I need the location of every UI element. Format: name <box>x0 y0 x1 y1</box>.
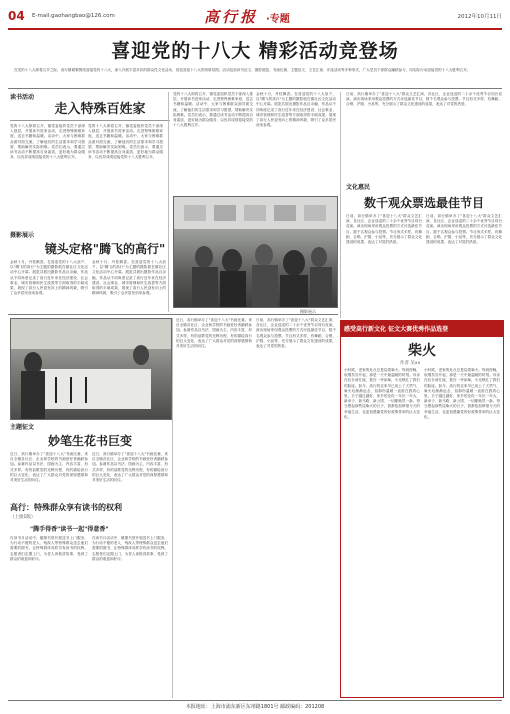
page-number: 04 <box>8 9 25 23</box>
feature-title: 柴火 <box>408 343 436 359</box>
photo-calligraphy <box>10 318 172 420</box>
column-divider <box>168 92 169 312</box>
calligraphy-body-col2: 近日，高行镇举办了"喜迎十八大"书画比赛，来自全镇各社区、企业和学校的书画爱好者踊跃参加。参赛作品以书法、国画为主，内容丰富，形式多样，有的讴歌党的光辉历程，有的描绘高行的巨大变化，表达了广大群众对党的深厚感情和对美好生活的向往。 <box>92 452 168 483</box>
main-headline: 喜迎党的十八大 精彩活动竞登场 <box>111 40 399 62</box>
calligraphy-body-col1: 近日，高行镇举办了"喜迎十八大"书画比赛，来自全镇各社区、企业和学校的书画爱好者踊跃参加。参赛作品以书法、国画为主，内容丰富，形式多样，有的讴歌党的光辉历程，有的描绘高行的巨大变化，表达了广大群众对党的深厚感情和对美好生活的向往。 <box>10 452 88 483</box>
grandma-subtitle: （上接1版） <box>10 515 36 520</box>
vote-body-col2: 日前，高行镇举办了"喜迎十八大"群众文艺汇演，各社区、企业选送的二十余个优秀节目同台竞演。演出现场采用观众投票的方式评选最佳节目，数千名观众参与投票。节目形式多样，有舞蹈、合唱、沪剧、小品等，充分展示了群众文化建设的成果，表达了对党的热爱。 <box>426 214 502 245</box>
middle-body-top2: 金秋十月，丹桂飘香。在喜迎党的十八大前夕，以"腾飞的高行"为主题的摄影展在镇社区文化活动中心开幕。展览共展出摄影作品百余幅，作品从不同角度记录了高行近年来在经济建设、社会事业、城市管理和民生改善等方面取得的丰硕成果，展现了高行人民奋发向上的精神风貌，吸引了众多居民前来参观。 <box>256 92 336 128</box>
photo-caption: 摄影展示 <box>300 309 316 314</box>
footer-text: 本报地址：上海市浦东新区东靖路1801号 邮政编码：201208 <box>185 704 325 710</box>
lead-paragraph: 在党的十八大即将召开之际，高行镇紧紧围绕迎接党的十八大，深入开展丰富多彩的群众性文化活动，营造喜迎十八大的浓厚氛围。活动包括读书征文、摄影展览、书画比赛、主题征文、文艺汇演、评选活动等多种形式，广大党员干部群众踊跃参与，用实际行动迎接党的十八大胜利召开。 <box>14 68 471 72</box>
header-rule <box>8 28 502 30</box>
photo-body-col1: 金秋十月，丹桂飘香。在喜迎党的十八大前夕，以"腾飞的高行"为主题的摄影展在镇社区文化活动中心开幕。展览共展出摄影作品百余幅，作品从不同角度记录了高行近年来在经济建设、社会事业、城市管理和民生改善等方面取得的丰硕成果，展现了高行人民奋发向上的精神风貌，吸引了众多居民前来参观。 <box>10 260 88 296</box>
footer-rule <box>8 700 502 701</box>
calligraphy-table-image <box>11 319 171 419</box>
feature-banner-text: 感受高行新文化 征文大赛优秀作品选登 <box>344 326 449 333</box>
grandma-body-col2: 在读书月活动中，镇图书馆开展送书上门服务，为行动不便的老人、残疾人等特殊群众送去他们需要的图书，让特殊群体同样享有读书的权利。志愿者们定期上门，为老人读报讲故事，受到了群众的欢迎和好评。 <box>92 536 168 561</box>
lead-rule <box>8 88 502 89</box>
middle-body-top: 党的十八大即将召开，镇党委组织党员干部深入基层，开展读书进家活动，走进特殊困难家庭，送去书籍和温暖。活动中，大家与困难群众面对面交流，了解他们的生活需求和学习愿望，帮助解决实际困难。党员们表示，要通过读书活动不断提高自身素质，更好地为群众服务，以优异成绩迎接党的十八大胜利召开。 <box>173 92 253 128</box>
reading-tag: 读书活动 <box>10 94 35 101</box>
vote-body-col1: 日前，高行镇举办了"喜迎十八大"群众文艺汇演，各社区、企业选送的二十余个优秀节目同台竞演。演出现场采用观众投票的方式评选最佳节目，数千名观众参与投票。节目形式多样，有舞蹈、合唱、沪剧、小品等，充分展示了群众文化建设的成果，表达了对党的热爱。 <box>346 214 422 245</box>
column-divider-3 <box>340 92 341 318</box>
reading-title-underline <box>10 120 170 121</box>
middle-body-lower1: 近日，高行镇举办了"喜迎十八大"书画比赛，来自全镇各社区、企业和学校的书画爱好者踊跃参加。参赛作品以书法、国画为主，内容丰富，形式多样，有的讴歌党的光辉历程，有的描绘高行的巨大变化，表达了广大群众对党的深厚感情和对美好生活的向往。 <box>176 318 252 349</box>
calligraphy-title: 妙笔生花书巨变 <box>47 434 132 448</box>
photo-tag: 摄影展示 <box>10 232 35 239</box>
calligraphy-tag: 主题征文 <box>10 424 35 431</box>
vote-body-top: 日前，高行镇举办了"喜迎十八大"群众文艺汇演，各社区、企业选送的二十余个优秀节目同台竞演。演出现场采用观众投票的方式评选最佳节目，数千名观众参与投票。节目形式多样，有舞蹈、合唱、沪剧、小品等，充分展示了群众文化建设的成果，表达了对党的热爱。 <box>346 92 502 107</box>
grandma-sub2: "腾手得香"读书一起"得意香" <box>30 526 109 533</box>
middle-body-lower2: 日前，高行镇举办了"喜迎十八大"群众文艺汇演，各社区、企业选送的二十余个优秀节目同台竞演。演出现场采用观众投票的方式评选最佳节目，数千名观众参与投票。节目形式多样，有舞蹈、合唱、沪剧、小品等，充分展示了群众文化建设的成果，表达了对党的热爱。 <box>256 318 336 349</box>
vote-tag: 文化惠民 <box>346 184 371 191</box>
feature-body-col2: 小时候，老家的灶台总是烧着柴火。每到傍晚，炊烟袅袅升起，那是一天中最温暖的时刻。母亲在灶台前忙碌，我在一旁添柴，火光映红了我们的脸庞。如今，高行的农家早已用上了天然气，柴火灶渐渐远去，但那份温暖一直留在我的心里。日子越过越好，家乡的变化一年比一年大，新房子、新马路、新公园，一切都焕然一新。每当想起那些烧柴火的日子，我都倍加珍惜今天的幸福生活，也更加感谢党的好政策带来的巨大变化。 <box>424 368 500 419</box>
grandma-title: 高行：特殊群众享有读书的权利 <box>10 502 122 512</box>
mid-rule <box>8 314 338 315</box>
header-email: E-mail:gaohangbao@126.com <box>32 13 115 19</box>
section-label: ·专题 <box>266 14 290 25</box>
reading-title: 走入特殊百姓家 <box>54 102 146 117</box>
exhibition-crowd-image <box>174 197 337 307</box>
reading-body: 党的十八大即将召开，镇党委组织党员干部深入基层，开展读书进家活动，走进特殊困难家庭，送去书籍和温暖。活动中，大家与困难群众面对面交流，了解他们的生活需求和学习愿望，帮助解决实际困难。党员们表示，要通过读书活动不断提高自身素质，更好地为群众服务，以优异成绩迎接党的十八大胜利召开。 <box>10 124 85 160</box>
masthead: 高行报 <box>204 8 259 26</box>
column-divider-2 <box>172 318 173 698</box>
feature-author: 作者 吴xx <box>400 361 421 366</box>
photo-body-col2: 金秋十月，丹桂飘香。在喜迎党的十八大前夕，以"腾飞的高行"为主题的摄影展在镇社区文化活动中心开幕。展览共展出摄影作品百余幅，作品从不同角度记录了高行近年来在经济建设、社会事业、城市管理和民生改善等方面取得的丰硕成果，展现了高行人民奋发向上的精神风貌，吸引了众多居民前来参观。 <box>92 260 166 296</box>
feature-banner <box>340 320 504 336</box>
vote-title: 数千观众票选最佳节目 <box>363 196 484 210</box>
reading-body-col2: 党的十八大即将召开，镇党委组织党员干部深入基层，开展读书进家活动，走进特殊困难家庭，送去书籍和温暖。活动中，大家与困难群众面对面交流，了解他们的生活需求和学习愿望，帮助解决实际困难。党员们表示，要通过读书活动不断提高自身素质，更好地为群众服务，以优异成绩迎接党的十八大胜利召开。 <box>88 124 163 160</box>
photo-exhibition-hall <box>173 196 338 308</box>
page-header <box>8 6 502 28</box>
photo-title: 镜头定格"腾飞的高行" <box>44 242 166 256</box>
grandma-body-col1: 在读书月活动中，镇图书馆开展送书上门服务，为行动不便的老人、残疾人等特殊群众送去他们需要的图书，让特殊群体同样享有读书的权利。志愿者们定期上门，为老人读报讲故事，受到了群众的欢迎和好评。 <box>10 536 88 561</box>
feature-body-col1: 小时候，老家的灶台总是烧着柴火。每到傍晚，炊烟袅袅升起，那是一天中最温暖的时刻。母亲在灶台前忙碌，我在一旁添柴，火光映红了我们的脸庞。如今，高行的农家早已用上了天然气，柴火灶渐渐远去，但那份温暖一直留在我的心里。日子越过越好，家乡的变化一年比一年大，新房子、新马路、新公园，一切都焕然一新。每当想起那些烧柴火的日子，我都倍加珍惜今天的幸福生活，也更加感谢党的好政策带来的巨大变化。 <box>344 368 420 419</box>
header-date: 2012年10月11日 <box>457 14 502 20</box>
